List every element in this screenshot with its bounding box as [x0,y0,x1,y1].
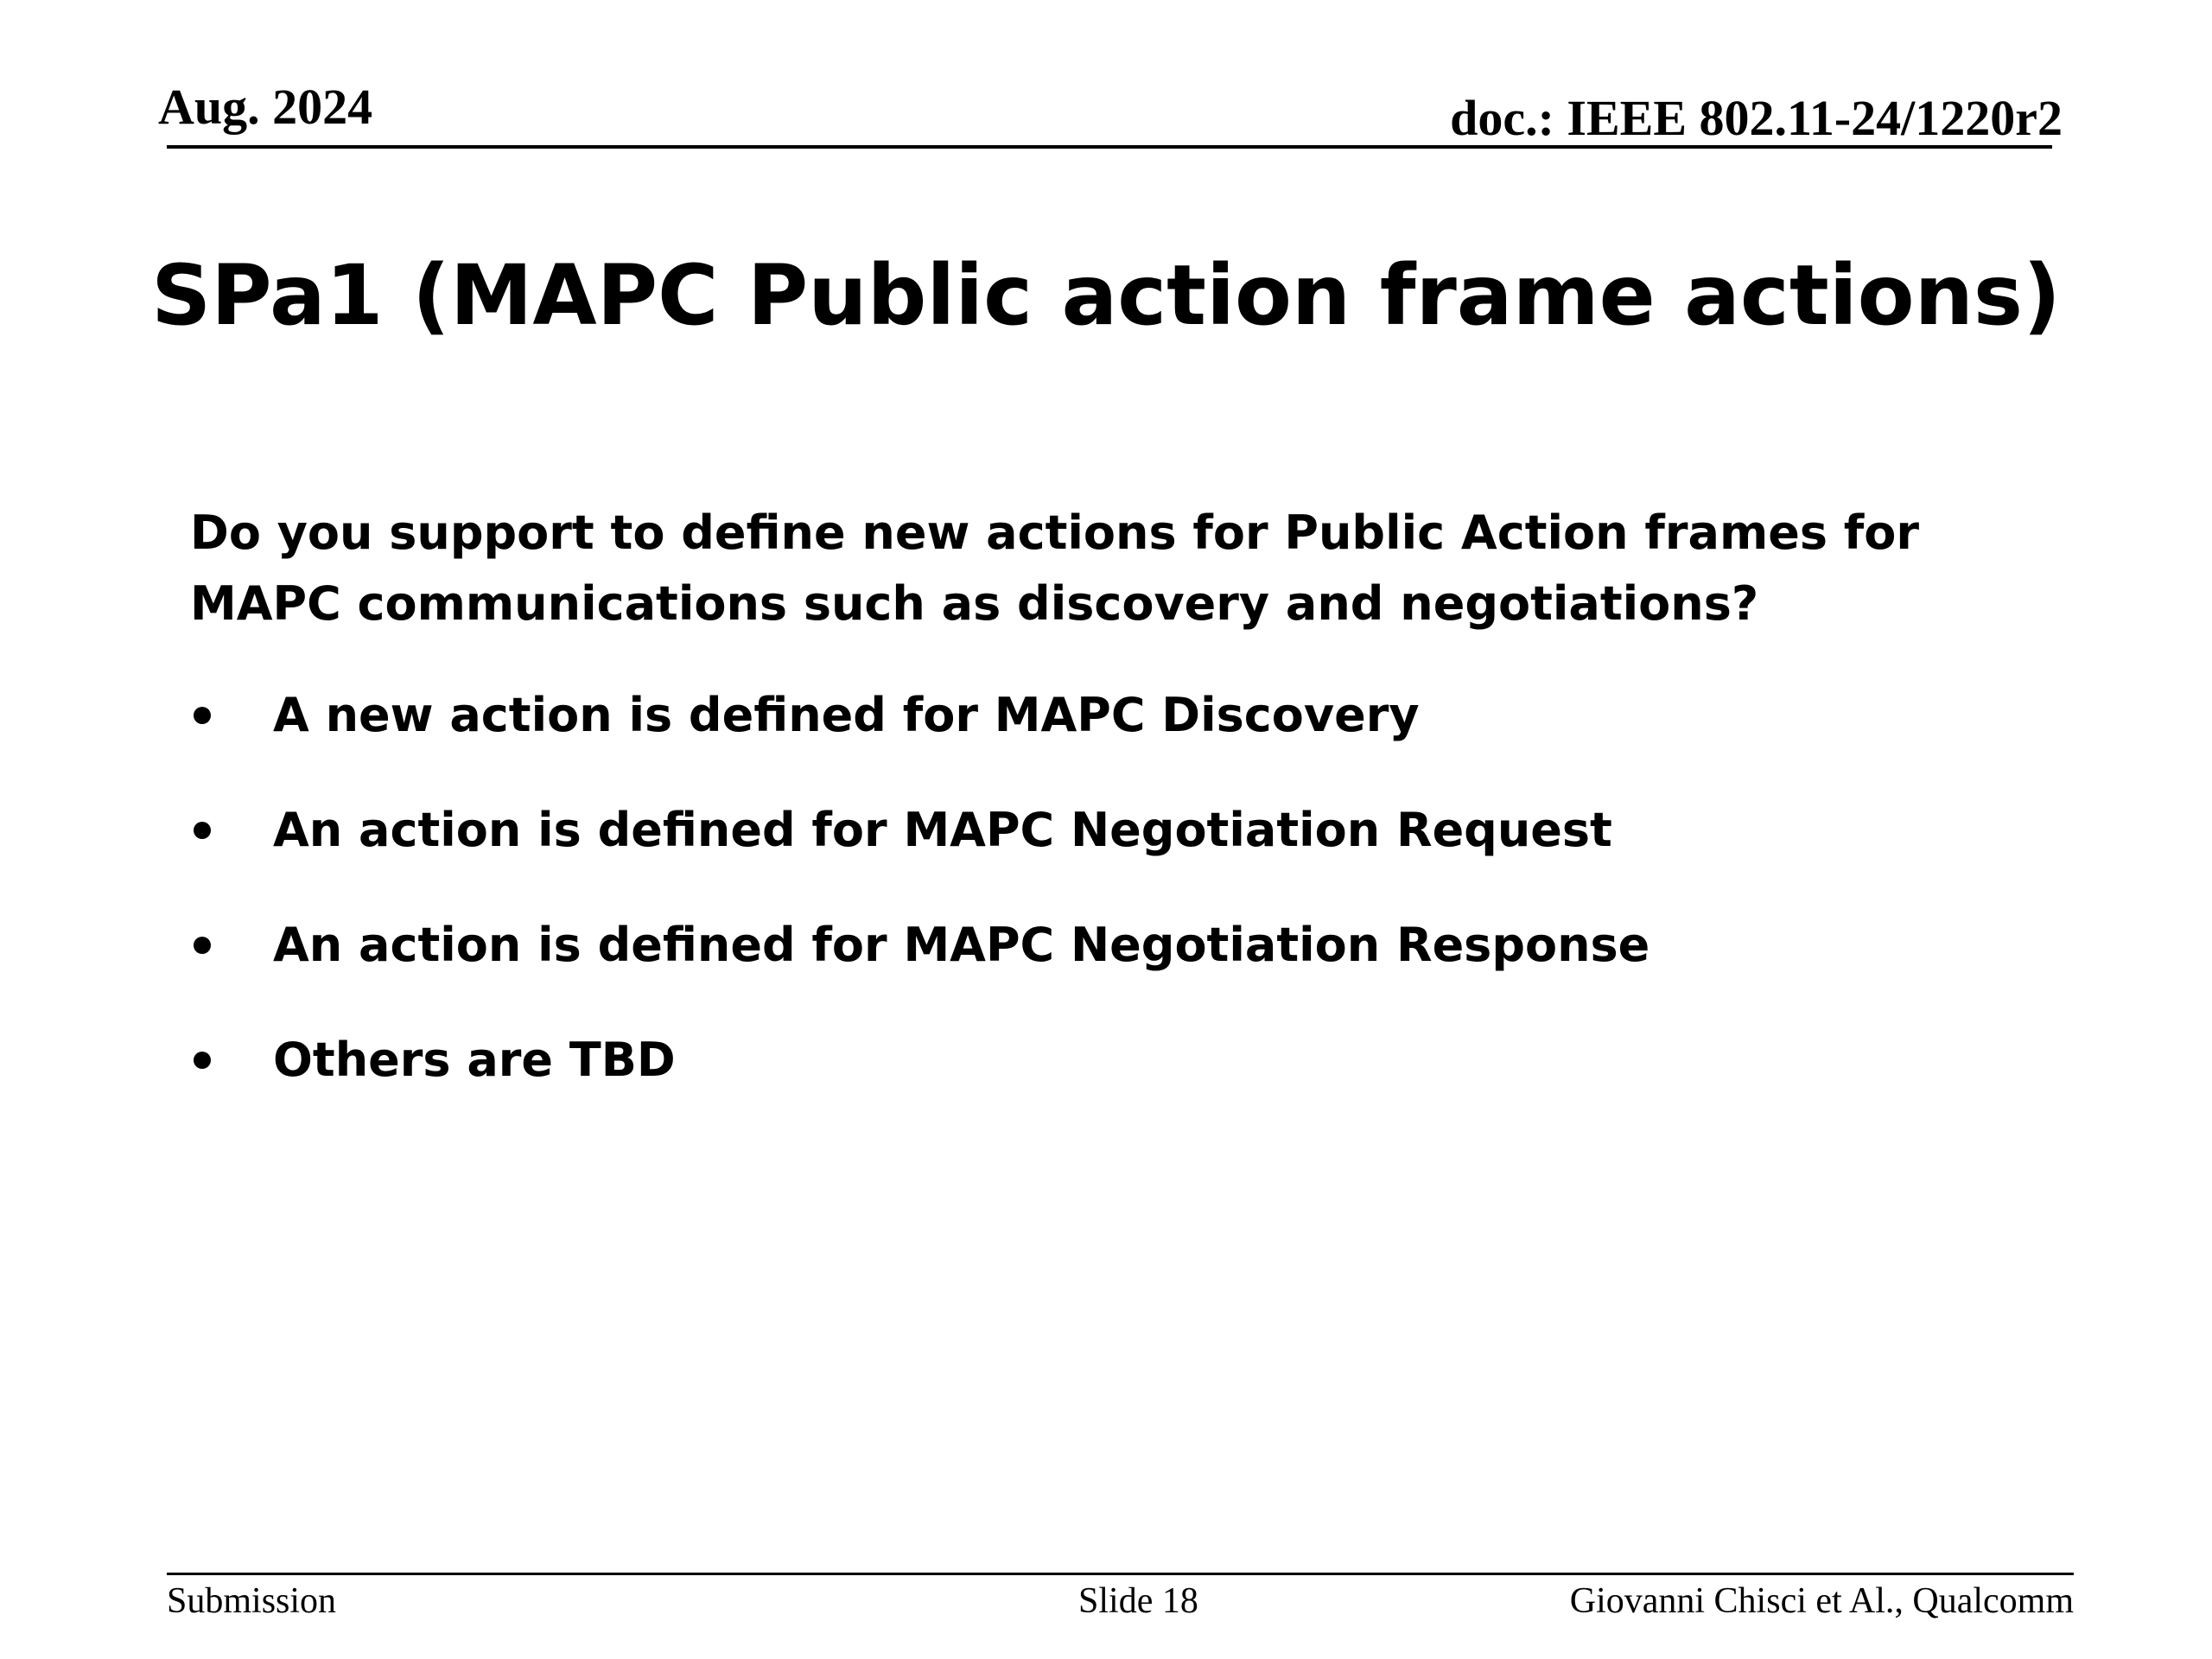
bullet-item [190,1027,1649,1142]
header-divider [167,145,2052,149]
bullet-item [190,798,1649,912]
footer-divider [167,1573,2074,1575]
bullet-text: Others are TBD [273,1033,676,1087]
question-text: Do you support to define new actions for Public Action frames for MAPC communications such as discovery and negotiations? [190,505,1920,631]
bullet-dot-icon [194,822,211,839]
bullet-dot-icon [194,937,211,954]
bullet-dot-icon [194,707,211,724]
footer-submission: Submission [167,1581,337,1621]
bullet-dot-icon [194,1052,211,1069]
footer-slide-number: Slide 18 [1078,1581,1198,1621]
header-doc-id: doc.: IEEE 802.11-24/1220r2 [1450,90,2063,146]
bullet-list [190,683,1649,1142]
slide-title: SPa1 (MAPC Public action frame actions) [151,247,2061,344]
footer-author: Giovanni Chisci et Al., Qualcomm [1569,1581,2074,1621]
bullet-text: A new action is defined for MAPC Discovery [273,688,1420,742]
bullet-item [190,683,1649,798]
header-date: Aug. 2024 [158,79,373,135]
bullet-text: An action is defined for MAPC Negotiation Request [273,803,1612,857]
bullet-text: An action is defined for MAPC Negotiation Response [273,918,1650,972]
bullet-item [190,912,1649,1027]
